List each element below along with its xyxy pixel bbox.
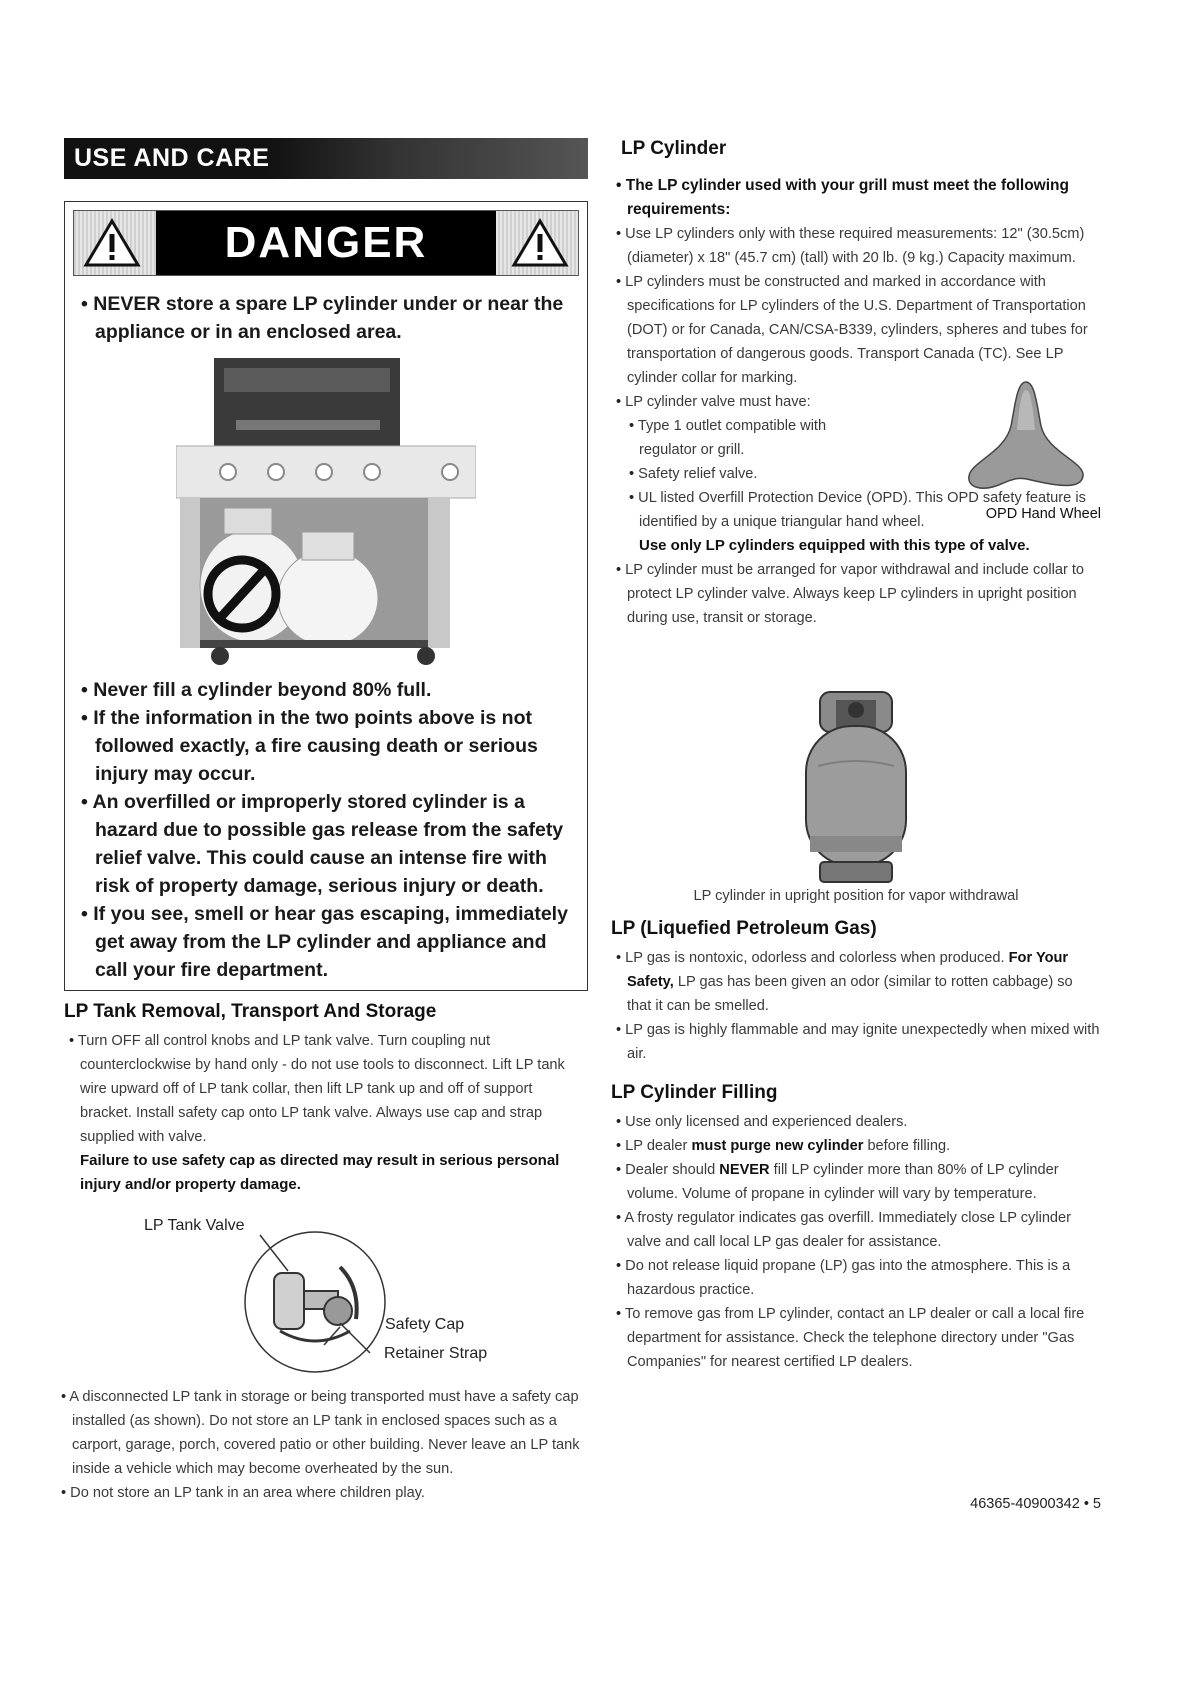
danger-list [73, 290, 579, 346]
tank-valve-illustration [240, 1227, 390, 1377]
grill-no-tank-illustration [176, 358, 476, 666]
section-banner [64, 138, 588, 179]
filling-item: • Use only licensed and experienced dealers. [611, 1110, 1101, 1134]
filling-list [611, 1110, 1101, 1374]
lp-gas-item: • LP gas is highly flammable and may ignite unexpectedly when mixed with air. [611, 1018, 1101, 1066]
section-title: USE AND CARE [74, 144, 270, 172]
danger-item: • An overfilled or improperly stored cylinder is a hazard due to possible gas release from the safety relief valve. This could cause an intense fire with risk of property damage, serious injury or death. [73, 788, 579, 900]
right-column [611, 138, 1101, 1374]
valve-figure [64, 1211, 588, 1379]
danger-item: • If the information in the two points above is not followed exactly, a fire causing death or serious injury may occur. [73, 704, 579, 788]
valve-item: • Safety relief valve. [625, 462, 885, 486]
opd-caption: OPD Hand Wheel [985, 506, 1101, 522]
filling-item [611, 1134, 1101, 1158]
valve-use-note: Use only LP cylinders equipped with this type of valve. [639, 537, 1030, 554]
tank-removal-item: • A disconnected LP tank in storage or being transported must have a safety cap installed (as shown). Do not store an LP tank in enclosed spaces such as a carport, garage, porch, covered patio or other building. Never leave an LP tank inside a vehicle which may become overheated by the sun. [56, 1385, 588, 1481]
lp-cylinder-heading: LP Cylinder [621, 138, 727, 159]
danger-list-continued [73, 676, 579, 984]
valve-item: • Type 1 outlet compatible with regulator or grill. [625, 414, 885, 462]
filling-item-text: fill LP cylinder more than 80% of LP cylinder volume. Volume of propane in cylinder will vary by temperature. [627, 1162, 1059, 1202]
requirement-item: • LP cylinder must be arranged for vapor withdrawal and include collar to protect LP cylinder valve. Always keep LP cylinders in upright position during use, transit or storage. [611, 558, 1101, 630]
danger-item: • If you see, smell or hear gas escaping, immediately get away from the LP cylinder and appliance and call your fire department. [73, 900, 579, 984]
filling-item-text: Dealer should [625, 1162, 716, 1178]
tank-removal-heading: LP Tank Removal, Transport And Storage [64, 1001, 437, 1022]
tank-removal-warning: Failure to use safety cap as directed may result in serious personal injury and/or property damage. [80, 1152, 560, 1193]
danger-title: DANGER [156, 211, 496, 275]
warning-triangle-icon [74, 211, 150, 275]
danger-box [64, 201, 588, 991]
lp-gas-heading: LP (Liquefied Petroleum Gas) [611, 918, 877, 939]
danger-header [73, 210, 579, 276]
filling-item-text: before filling. [867, 1138, 951, 1154]
filling-item: • To remove gas from LP cylinder, contact an LP dealer or call a local fire department for assistance. Check the telephone directory under "Gas Companies" for nearest certified LP dealers. [611, 1302, 1101, 1374]
warning-triangle-icon [502, 211, 578, 275]
danger-item: • NEVER store a spare LP cylinder under or near the appliance or in an enclosed area. [73, 290, 579, 346]
opd-hand-wheel-illustration [961, 376, 1091, 496]
tank-removal-item: • Turn OFF all control knobs and LP tank valve. Turn coupling nut counterclockwise by hand only - do not use tools to disconnect. Lift LP tank wire upward off of LP tank collar, then lift LP tank up and off of support bracket. Install safety cap onto LP tank valve. Always use cap and strap supplied with valve. [64, 1029, 588, 1149]
filling-item [611, 1158, 1101, 1206]
filling-item-emphasis: NEVER [719, 1162, 770, 1178]
cylinder-caption: LP cylinder in upright position for vapor withdrawal [693, 888, 1019, 904]
valve-requirements [611, 390, 1101, 558]
danger-item: • Never fill a cylinder beyond 80% full. [73, 676, 579, 704]
tank-removal-list [64, 1029, 588, 1149]
valve-item: • UL listed Overfill Protection Device (OPD). This OPD safety feature is identified by a unique triangular hand wheel. [625, 486, 1109, 534]
filling-heading: LP Cylinder Filling [611, 1082, 778, 1103]
filling-item: • A frosty regulator indicates gas overfill. Immediately close LP cylinder valve and call local LP gas dealer for assistance. [611, 1206, 1101, 1254]
valve-intro: • LP cylinder valve must have: [611, 390, 1101, 414]
lp-cylinder-requirements [611, 222, 1101, 390]
requirement-item: • LP cylinders must be constructed and marked in accordance with specifications for LP cylinders of the U.S. Department of Transportation (DOT) or for Canada, CAN/CSA-B339, cylinders, spheres and tubes for transportation of dangerous goods. Transport Canada (TC). See LP cylinder collar for marking. [611, 270, 1101, 390]
filling-item-emphasis: must purge new cylinder [691, 1138, 864, 1154]
lp-cylinder-requirements-2 [611, 558, 1101, 630]
safety-cap-label: Safety Cap [385, 1316, 465, 1333]
page-number: 46365-40900342 • 5 [970, 1496, 1101, 1512]
valve-label: LP Tank Valve [144, 1217, 245, 1234]
tank-removal-list-2 [56, 1385, 588, 1505]
lp-gas-item [611, 946, 1101, 1018]
tank-removal-section [64, 1001, 588, 1505]
filling-item: • Do not release liquid propane (LP) gas into the atmosphere. This is a hazardous practice. [611, 1254, 1101, 1302]
lp-gas-item-text: LP gas has been given an odor (similar to rotten cabbage) so that it can be smelled. [627, 974, 1073, 1014]
lp-gas-item-text: LP gas is nontoxic, odorless and colorless when produced. [625, 950, 1005, 966]
lp-gas-list [611, 946, 1101, 1066]
left-column [64, 138, 588, 1505]
filling-item-text: LP dealer [625, 1138, 688, 1154]
lp-cylinder-intro: • The LP cylinder used with your grill must meet the following requirements: [611, 174, 1101, 222]
requirement-item: • Use LP cylinders only with these required measurements: 12" (30.5cm) (diameter) x 18" (45.7 cm) (tall) with 20 lb. (9 kg.) Capacity maximum. [611, 222, 1101, 270]
lp-cylinder-illustration [796, 686, 916, 886]
lp-gas-item-emphasis: For Your Safety, [627, 950, 1069, 990]
retainer-strap-label: Retainer Strap [384, 1345, 488, 1362]
tank-removal-item: • Do not store an LP tank in an area where children play. [56, 1481, 588, 1505]
